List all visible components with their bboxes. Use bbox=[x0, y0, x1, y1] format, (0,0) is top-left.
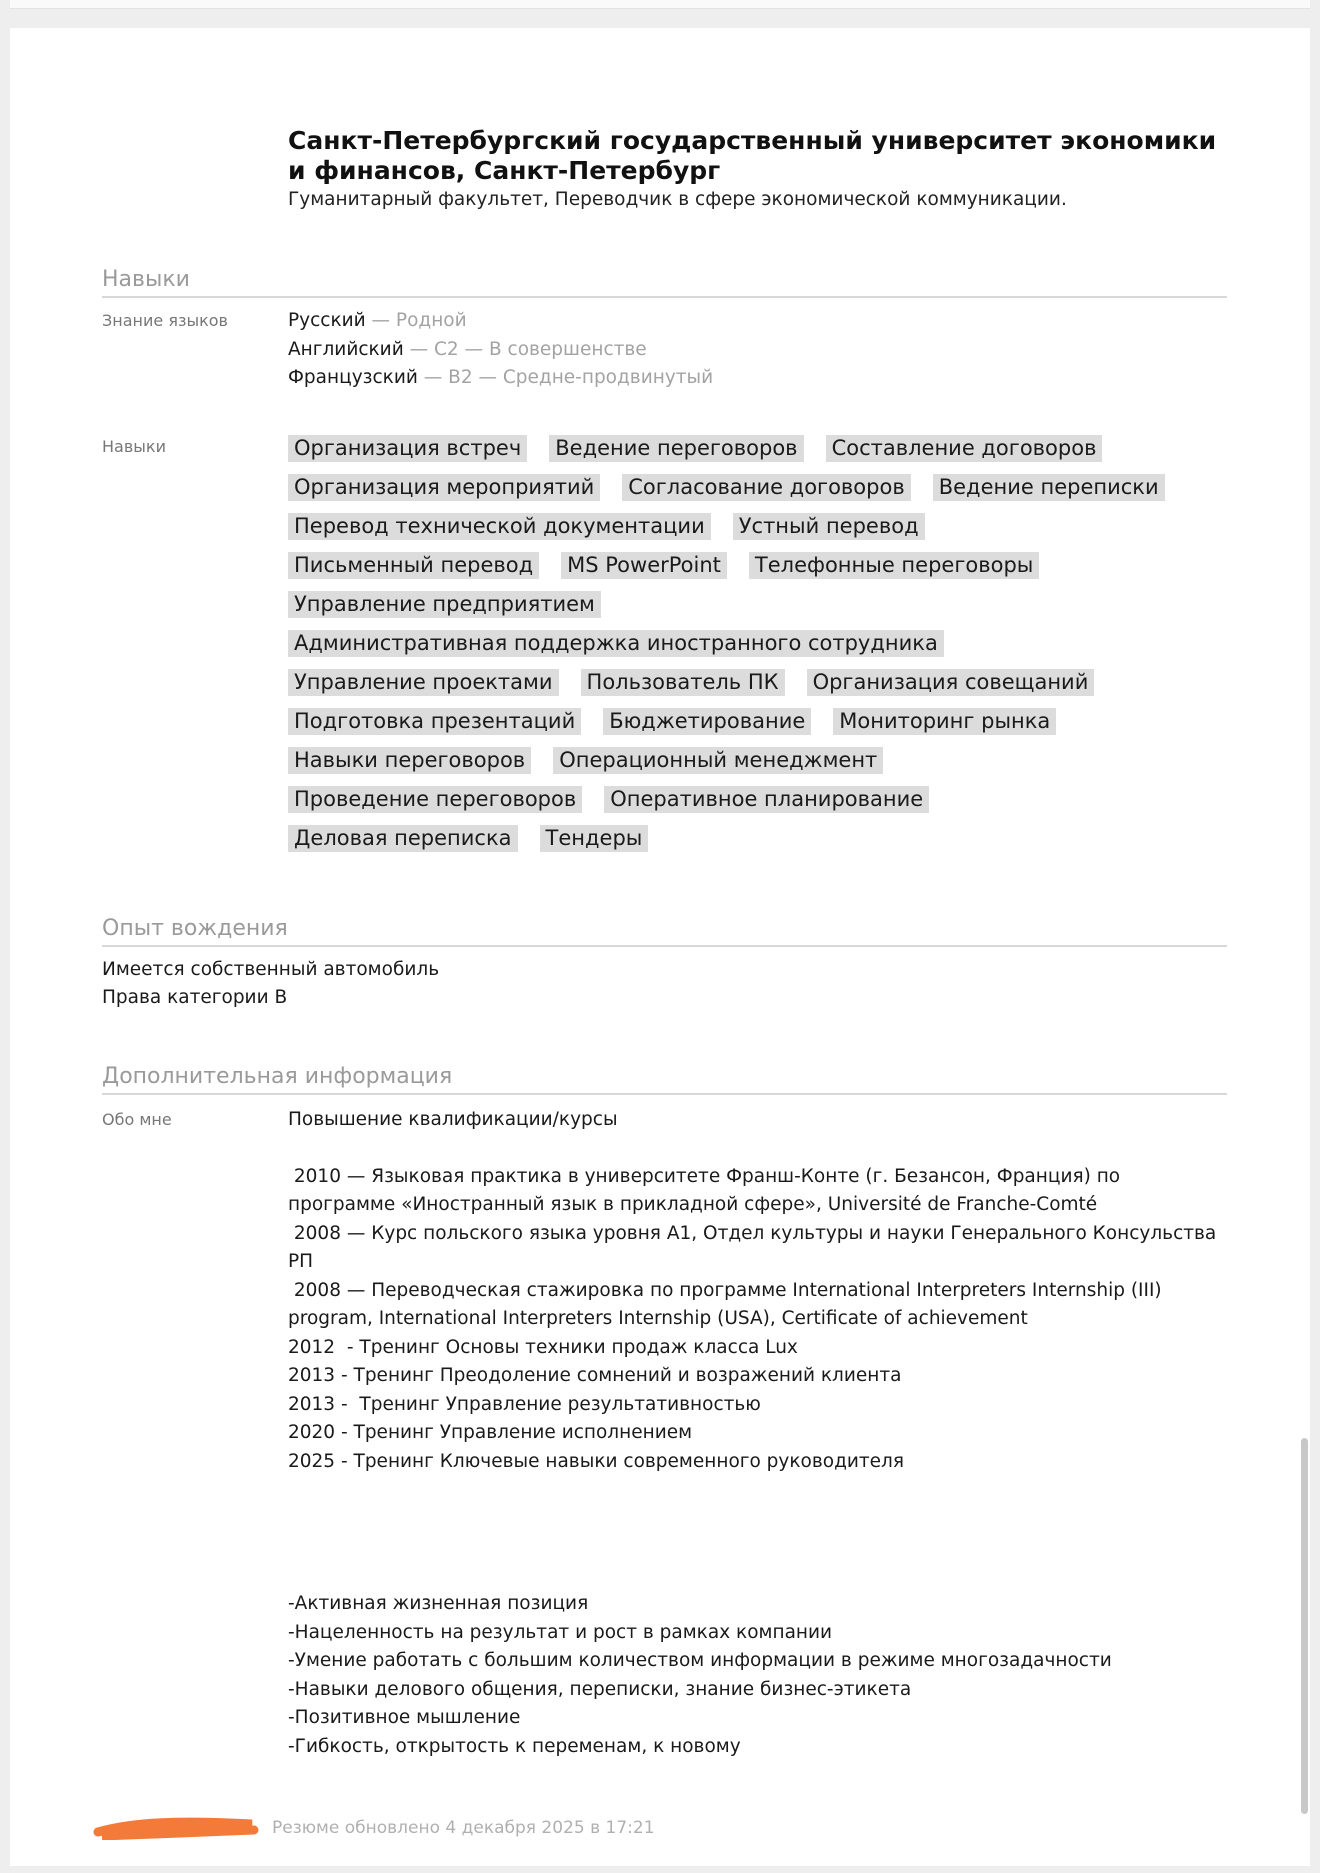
skill-tag: Организация мероприятий bbox=[288, 474, 600, 501]
skill-tag: Согласование договоров bbox=[622, 474, 910, 501]
about-label: Обо мне bbox=[102, 1109, 172, 1129]
skills-tag-list bbox=[288, 435, 1188, 864]
about-text: Повышение квалификации/курсы 2010 — Языковая практика в университете Франш-Конте (г. Безансон, Франция) по программе «Иностранный язык в прикладной сфере», Université de Franche-Comté 2008 — Курс польского языка уровня А1, Отдел культуры и науки Генерального Консульства РП 2008 — Переводческая стажировка по программе International Interpreters Internship (III) program, International Interpreters Internship (USA), Certificate of achievement 2012 - Тренинг Основы техники продаж класса Lux 2013 - Тренинг Преодоление сомнений и возражений клиента 2013 - Тренинг Управление результативностью 2020 - Тренинг Управление исполнением 2025 - Тренинг Ключевые навыки современного руководителя -Активная жизненная позиция -Нацеленность на результат и рост в рамках компании -Умение работать с большим количеством информации в режиме многозадачности -Навыки делового общения, переписки, знание бизнес-этикета -Позитивное мышление -Гибкость, открытость к переменам, к новому bbox=[288, 1108, 1217, 1757]
languages-row bbox=[102, 307, 1227, 393]
skill-tag: Бюджетирование bbox=[603, 708, 811, 735]
skill-tag: Управление предприятием bbox=[288, 591, 601, 618]
skill-tag: Мониторинг рынка bbox=[833, 708, 1056, 735]
language-item bbox=[288, 307, 1227, 336]
resume-footer bbox=[92, 1816, 655, 1840]
skill-tag: Составление договоров bbox=[826, 435, 1103, 462]
education-block bbox=[288, 126, 1227, 214]
resume-page bbox=[10, 28, 1310, 1866]
language-level: — C2 — В совершенстве bbox=[403, 338, 647, 360]
skill-tag: Управление проектами bbox=[288, 669, 559, 696]
languages-list bbox=[288, 307, 1227, 393]
skill-tag: Телефонные переговоры bbox=[749, 552, 1039, 579]
language-item bbox=[288, 364, 1227, 393]
skill-tag: MS PowerPoint bbox=[561, 552, 727, 579]
driving-heading: Опыт вождения bbox=[102, 914, 1227, 947]
skill-tag: Проведение переговоров bbox=[288, 786, 582, 813]
education-title: Санкт-Петербургский государственный университет экономики и финансов, Санкт-Петербург bbox=[288, 126, 1217, 185]
skill-tag: Ведение переписки bbox=[933, 474, 1165, 501]
skill-tag: Тендеры bbox=[540, 825, 649, 852]
updated-date: Резюме обновлено 4 декабря 2025 в 17:21 bbox=[272, 1818, 655, 1838]
skill-tag: Организация совещаний bbox=[807, 669, 1095, 696]
scrollbar-thumb[interactable] bbox=[1301, 1438, 1308, 1814]
skill-tag: Устный перевод bbox=[733, 513, 925, 540]
skill-tag: Подготовка презентаций bbox=[288, 708, 581, 735]
skills-heading: Навыки bbox=[102, 265, 1227, 298]
top-strip bbox=[10, 0, 1310, 9]
skill-tag: Пользователь ПК bbox=[581, 669, 785, 696]
resume-content bbox=[102, 28, 1227, 1761]
language-level: — Родной bbox=[365, 310, 467, 331]
skill-tag: Операционный менеджмент bbox=[553, 747, 883, 774]
skill-tag: Деловая переписка bbox=[288, 825, 518, 852]
skill-tag: Оперативное планирование bbox=[604, 786, 929, 813]
language-name: Русский bbox=[288, 310, 366, 331]
skills-row bbox=[102, 433, 1227, 864]
driving-block bbox=[102, 956, 1227, 1013]
language-item bbox=[288, 336, 1227, 365]
language-name: Французский bbox=[288, 367, 418, 388]
skill-tag: Перевод технической документации bbox=[288, 513, 711, 540]
language-level: — B2 — Средне-продвинутый bbox=[417, 367, 714, 388]
license-text: Права категории B bbox=[102, 987, 288, 1008]
skills-label: Навыки bbox=[102, 436, 166, 456]
redacted-name-scribble bbox=[92, 1816, 262, 1840]
skill-tag: Административная поддержка иностранного сотрудника bbox=[288, 630, 944, 657]
skill-tag: Письменный перевод bbox=[288, 552, 539, 579]
skill-tag: Организация встреч bbox=[288, 435, 527, 462]
education-subtitle: Гуманитарный факультет, Переводчик в сфере экономической коммуникации. bbox=[288, 189, 1067, 210]
skill-tag: Ведение переговоров bbox=[549, 435, 803, 462]
additional-heading: Дополнительная информация bbox=[102, 1062, 1227, 1095]
about-row bbox=[102, 1106, 1227, 1762]
own-car-text: Имеется собственный автомобиль bbox=[102, 958, 440, 980]
language-name: Английский bbox=[288, 338, 404, 360]
skill-tag: Навыки переговоров bbox=[288, 747, 531, 774]
languages-label: Знание языков bbox=[102, 311, 228, 330]
